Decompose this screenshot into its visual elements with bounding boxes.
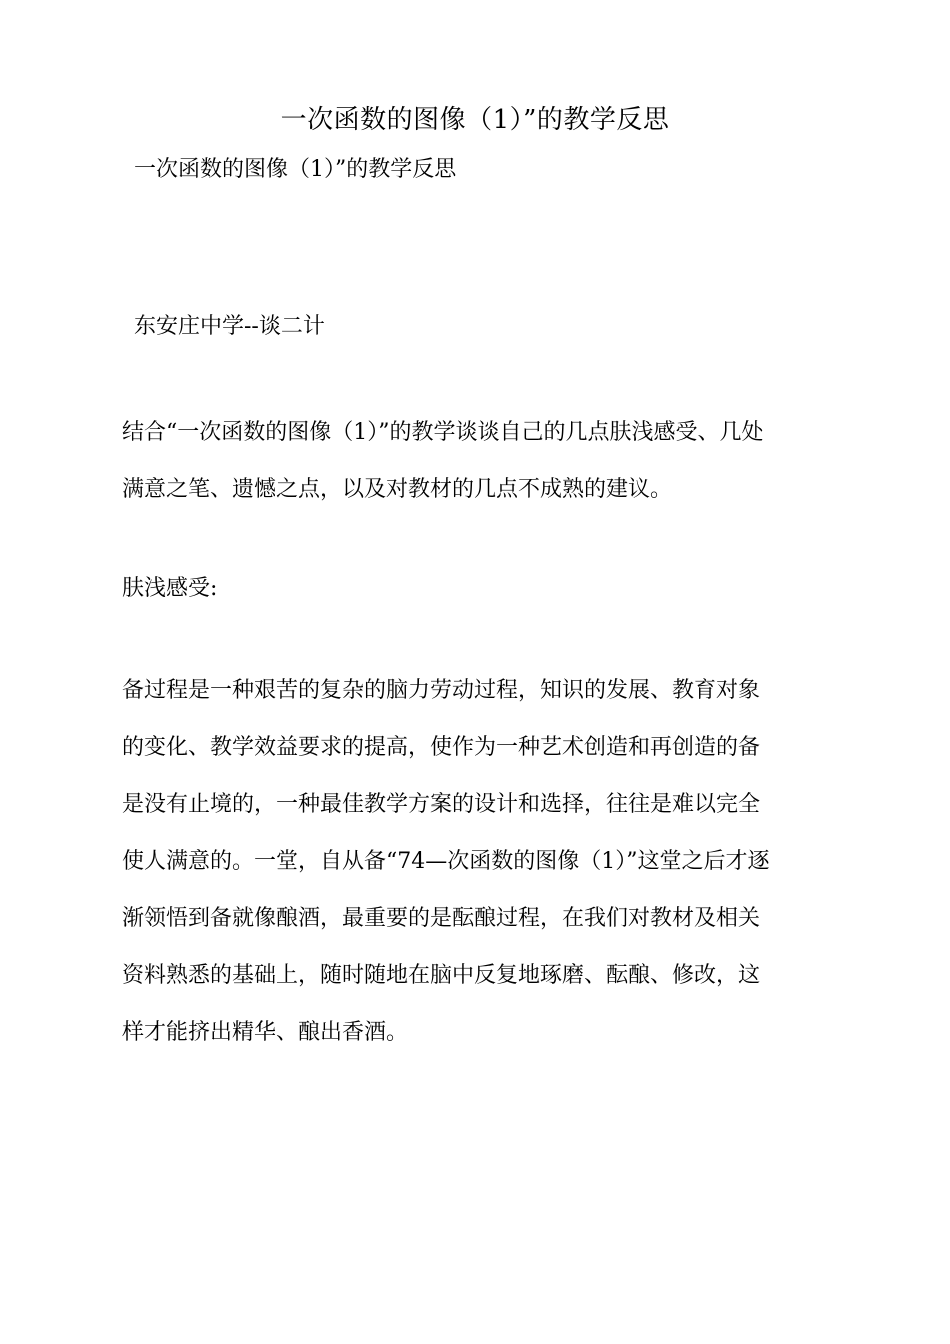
body-line: 使人满意的。一堂，自从备“74—次函数的图像（1）”这堂之后才逐 [122,849,770,874]
body-line: 是没有止境的，一种最佳教学方案的设计和选择，往往是难以完全 [122,792,761,817]
body-line: 样才能挤出精华、酿出香酒。 [122,1020,409,1045]
intro-line: 结合“一次函数的图像（1）”的教学谈谈自己的几点肤浅感受、几处 [122,420,764,445]
body-line: 渐领悟到备就像酿酒，最重要的是酝酿过程，在我们对教材及相关 [122,906,761,931]
intro-line: 满意之笔、遗憾之点，以及对教材的几点不成熟的建议。 [122,477,673,502]
document-title: 一次函数的图像（1）”的教学反思 [280,105,670,135]
body-line: 备过程是一种艰苦的复杂的脑力劳动过程，知识的发展、教育对象 [122,678,761,703]
body-line: 的变化、教学效益要求的提高，使作为一种艺术创造和再创造的备 [122,735,761,760]
section-heading: 肤浅感受: [122,576,218,601]
document-subtitle: 一次函数的图像（1）”的教学反思 [134,157,457,182]
author-line: 东安庄中学--谈二计 [134,314,325,339]
body-line: 资料熟悉的基础上，随时随地在脑中反复地琢磨、酝酿、修改，这 [122,963,761,988]
body-paragraph [122,662,834,1061]
intro-paragraph [122,404,834,518]
